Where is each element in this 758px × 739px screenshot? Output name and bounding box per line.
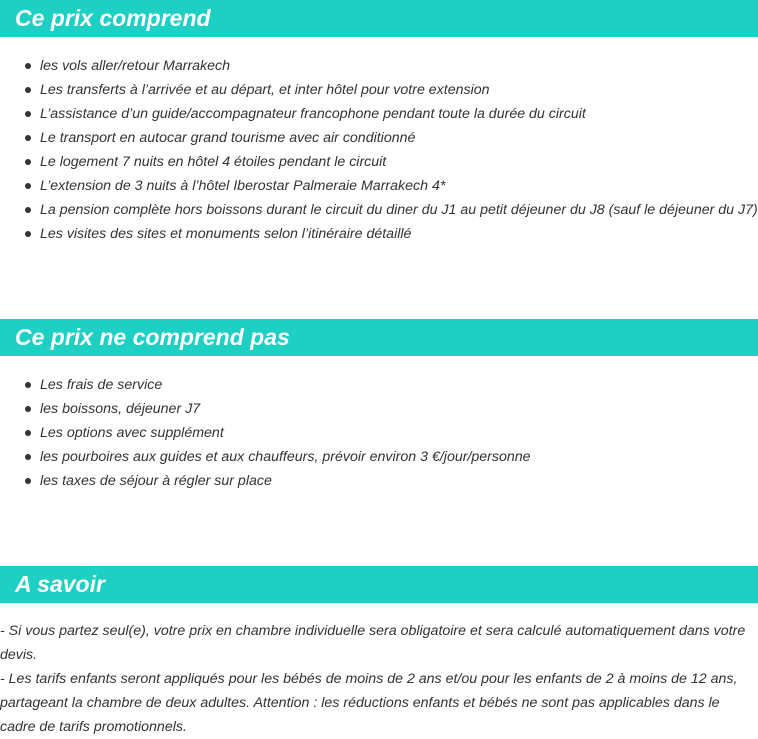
list-item-text: les pourboires aux guides et aux chauffeurs, prévoir environ 3 €/jour/personne [40, 449, 531, 465]
list-item [0, 222, 758, 246]
list-item-text: les taxes de séjour à régler sur place [40, 473, 272, 489]
list-item [0, 126, 758, 150]
list-item-text: Le logement 7 nuits en hôtel 4 étoiles pendant le circuit [40, 154, 387, 170]
list-item [0, 102, 758, 126]
list-item [0, 78, 758, 102]
list-item [0, 174, 758, 198]
bullet-icon [25, 111, 31, 117]
bullet-icon [25, 135, 31, 141]
list-item-text: L’assistance d’un guide/accompagnateur francophone pendant toute la durée du circuit [40, 106, 586, 122]
list-item [0, 150, 758, 174]
includes-section-header: Ce prix comprend [0, 0, 758, 37]
bullet-icon [25, 406, 31, 412]
info-section-header: A savoir [0, 566, 758, 603]
bullet-icon [25, 430, 31, 436]
bullet-icon [25, 454, 31, 460]
list-item-text: Les options avec supplément [40, 425, 224, 441]
list-item [0, 445, 531, 469]
list-item [0, 54, 758, 78]
list-item [0, 373, 531, 397]
includes-list [0, 54, 758, 246]
list-item [0, 397, 531, 421]
list-item-text: Le transport en autocar grand tourisme avec air conditionné [40, 130, 416, 146]
bullet-icon [25, 63, 31, 69]
list-item-text: L’extension de 3 nuits à l’hôtel Iberostar Palmeraie Marrakech 4* [40, 178, 446, 194]
info-paragraph: - Si vous partez seul(e), votre prix en chambre individuelle sera obligatoire et sera calculé automatiquement dans votre devis. [0, 623, 746, 663]
list-item-text: les boissons, déjeuner J7 [40, 401, 201, 417]
bullet-icon [25, 231, 31, 237]
bullet-icon [25, 183, 31, 189]
excludes-section-header: Ce prix ne comprend pas [0, 319, 758, 356]
list-item [0, 469, 531, 493]
info-text [0, 619, 756, 739]
list-item-text: La pension complète hors boissons durant le circuit du diner du J1 au petit déjeuner du J8 (sauf le déjeuner du J7) [40, 202, 758, 218]
bullet-icon [25, 87, 31, 93]
info-paragraph: - Les tarifs enfants seront appliqués pour les bébés de moins de 2 ans et/ou pour les enfants de 2 à moins de 12 ans, partageant la chambre de deux adultes. Attention : les réductions enfants et bébés ne sont pas applicables dans le cadre de tarifs promotionnels. [0, 671, 738, 735]
excludes-list [0, 373, 531, 493]
list-item-text: Les visites des sites et monuments selon l’itinéraire détaillé [40, 226, 412, 242]
list-item-text: Les transferts à l’arrivée et au départ, et inter hôtel pour votre extension [40, 82, 490, 98]
bullet-icon [25, 159, 31, 165]
list-item-text: Les frais de service [40, 377, 163, 393]
bullet-icon [25, 382, 31, 388]
bullet-icon [25, 207, 31, 213]
bullet-icon [25, 478, 31, 484]
list-item [0, 198, 758, 222]
list-item [0, 421, 531, 445]
list-item-text: les vols aller/retour Marrakech [40, 58, 231, 74]
